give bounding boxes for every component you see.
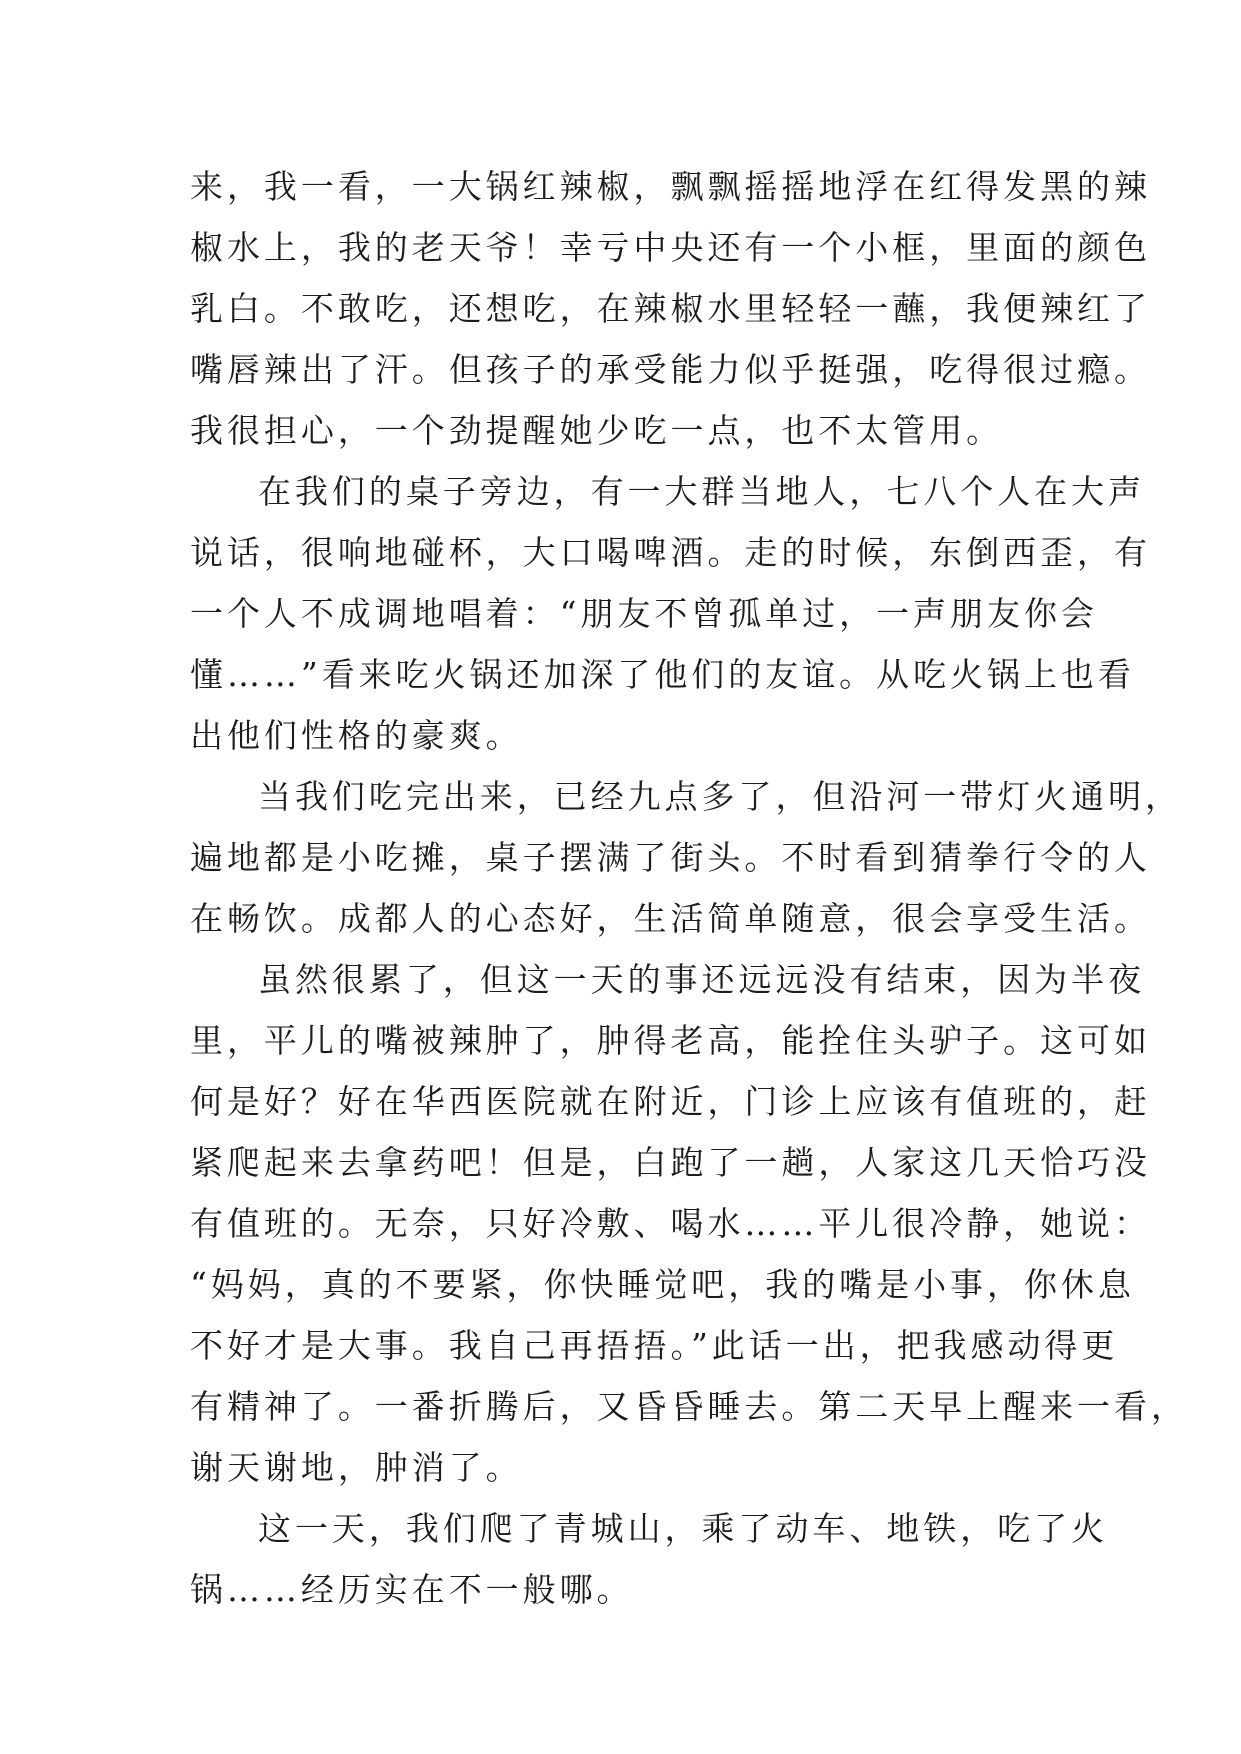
text-line: 出他们性格的豪爽。 xyxy=(190,716,523,755)
text-line: 里，平儿的嘴被辣肿了，肿得老高，能拴住头驴子。这可如 xyxy=(190,1021,1151,1060)
text-line: 有值班的。无奈，只好冷敷、喝水……平儿很冷静，她说： xyxy=(190,1204,1151,1243)
text-line: 虽然很累了，但这一天的事还远远没有结束，因为半夜 xyxy=(258,960,1146,999)
text-line: “妈妈，真的不要紧，你快睡觉吧，我的嘴是小事，你休息 xyxy=(190,1265,1135,1304)
text-line: 说话，很响地碰杯，大口喝啤酒。走的时候，东倒西歪，有 xyxy=(190,533,1151,572)
text-line: 一个人不成调地唱着：“朋友不曾孤单过，一声朋友你会 xyxy=(190,594,1098,633)
text-line: 何是好？好在华西医院就在附近，门诊上应该有值班的，赶 xyxy=(190,1082,1151,1121)
body-text xyxy=(190,156,1188,1620)
text-line: 有精神了。一番折腾后，又昏昏睡去。第二天早上醒来一看， xyxy=(190,1387,1188,1426)
text-line: 乳白。不敢吃，还想吃，在辣椒水里轻轻一蘸，我便辣红了 xyxy=(190,289,1151,328)
text-line: 遍地都是小吃摊，桌子摆满了街头。不时看到猜拳行令的人 xyxy=(190,838,1151,877)
text-line: 这一天，我们爬了青城山，乘了动车、地铁，吃了火 xyxy=(258,1509,1109,1548)
text-line: 谢天谢地，肿消了。 xyxy=(190,1448,523,1487)
text-line: 在我们的桌子旁边，有一大群当地人，七八个人在大声 xyxy=(258,472,1146,511)
text-line: 来，我一看，一大锅红辣椒，飘飘摇摇地浮在红得发黑的辣 xyxy=(190,167,1151,206)
text-line: 不好才是大事。我自己再捂捂。”此话一出，把我感动得更 xyxy=(190,1326,1119,1365)
text-line: 椒水上，我的老天爷！幸亏中央还有一个小框，里面的颜色 xyxy=(190,228,1151,267)
text-line: 在畅饮。成都人的心态好，生活简单随意，很会享受生活。 xyxy=(190,899,1151,938)
text-line: 锅……经历实在不一般哪。 xyxy=(190,1570,634,1609)
text-line: 我很担心，一个劲提醒她少吃一点，也不太管用。 xyxy=(190,411,1004,450)
text-line: 当我们吃完出来，已经九点多了，但沿河一带灯火通明， xyxy=(258,777,1182,816)
text-line: 紧爬起来去拿药吧！但是，白跑了一趟，人家这几天恰巧没 xyxy=(190,1143,1151,1182)
text-line: 嘴唇辣出了汗。但孩子的承受能力似乎挺强，吃得很过瘾。 xyxy=(190,350,1151,389)
text-line: 懂……”看来吃火锅还加深了他们的友谊。从吃火锅上也看 xyxy=(190,655,1135,694)
